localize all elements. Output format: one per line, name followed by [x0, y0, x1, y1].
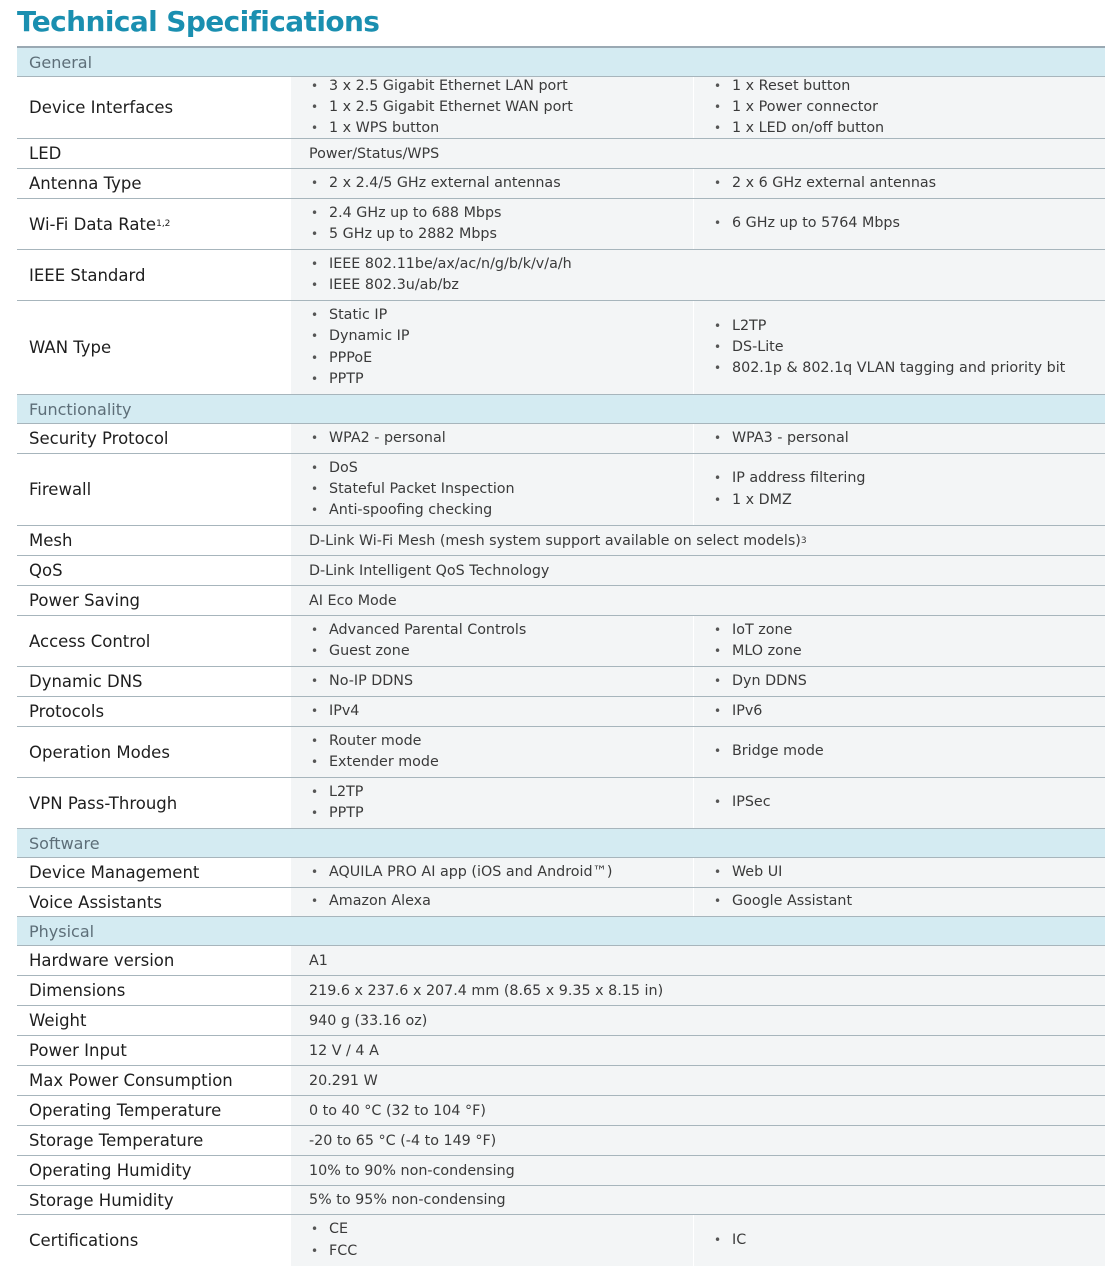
bullet-item: • Stateful Packet Inspection: [311, 479, 693, 500]
value-col-2: [694, 424, 1105, 453]
value-col-1: [291, 778, 694, 828]
row-label: Voice Assistants: [17, 888, 291, 916]
row-hardware-version: [17, 946, 1105, 976]
value-col-2: [694, 858, 1105, 887]
row-label: IEEE Standard: [17, 250, 291, 300]
bullet-item: • 2 x 2.4/5 GHz external antennas: [311, 173, 693, 194]
bullet-item: • DS-Lite: [714, 337, 1105, 358]
row-value: Power/Status/WPS: [291, 139, 1105, 168]
bullet-item: • 3 x 2.5 Gigabit Ethernet LAN port: [311, 76, 693, 97]
bullet-item: • Advanced Parental Controls: [311, 620, 693, 641]
bullet-item: • 1 x LED on/off button: [714, 118, 1105, 139]
row-power-input: [17, 1036, 1105, 1066]
row-dynamic-dns: [17, 667, 1105, 697]
row-label: Protocols: [17, 697, 291, 726]
row-label: Mesh: [17, 526, 291, 555]
row-label: Dynamic DNS: [17, 667, 291, 696]
row-device-management: [17, 858, 1105, 888]
row-mesh: [17, 526, 1105, 556]
bullet-item: • IPv6: [714, 701, 1105, 722]
row-access-control: [17, 616, 1105, 667]
value-col-2: [694, 301, 1105, 394]
value-col-2: [694, 727, 1105, 777]
value-col-2: [694, 616, 1105, 666]
bullet-item: • Anti-spoofing checking: [311, 500, 693, 521]
row-vpn-pass-through: [17, 778, 1105, 829]
row-device-interfaces: [17, 77, 1105, 139]
bullet-item: • 6 GHz up to 5764 Mbps: [714, 213, 1105, 234]
value-col-2: [694, 169, 1105, 198]
row-label: Dimensions: [17, 976, 291, 1005]
value-col-1: [291, 454, 694, 525]
row-value: 5% to 95% non-condensing: [291, 1186, 1105, 1214]
bullet-item: • Bridge mode: [714, 741, 1105, 762]
value-col-2: [694, 454, 1105, 525]
row-firewall: [17, 454, 1105, 526]
bullet-item: • WPA2 - personal: [311, 428, 693, 449]
value-col-1: [291, 424, 694, 453]
row-security-protocol: [17, 424, 1105, 454]
row-label: Operation Modes: [17, 727, 291, 777]
row-label: Antenna Type: [17, 169, 291, 198]
row-operating-temperature: [17, 1096, 1105, 1126]
bullet-item: • IoT zone: [714, 620, 1105, 641]
row-max-power-consumption: [17, 1066, 1105, 1096]
value-col-1: [291, 301, 694, 394]
row-label: QoS: [17, 556, 291, 585]
bullet-item: • IPSec: [714, 792, 1105, 813]
bullet-item: • Dyn DDNS: [714, 671, 1105, 692]
row-protocols: [17, 697, 1105, 727]
value-col-2: [694, 778, 1105, 828]
value-col-2: [694, 77, 1105, 138]
row-label: Hardware version: [17, 946, 291, 975]
row-label: LED: [17, 139, 291, 168]
bullet-item: • Google Assistant: [714, 891, 1105, 912]
bullet-item: • Web UI: [714, 862, 1105, 883]
value-col-1: [291, 77, 694, 138]
row-dimensions: [17, 976, 1105, 1006]
bullet-item: • 1 x Reset button: [714, 76, 1105, 97]
value-col-1: [291, 199, 694, 249]
row-value: -20 to 65 °C (-4 to 149 °F): [291, 1126, 1105, 1155]
row-label: VPN Pass-Through: [17, 778, 291, 828]
value-col-1: [291, 727, 694, 777]
bullet-item: • 1 x Power connector: [714, 97, 1105, 118]
value-col-2: [694, 667, 1105, 696]
bullet-item: • 802.1p & 802.1q VLAN tagging and priority bit: [714, 358, 1105, 379]
bullet-item: • Dynamic IP: [311, 326, 693, 347]
value-col-1: [291, 858, 694, 887]
bullet-item: • IP address filtering: [714, 468, 1105, 489]
bullet-item: • 1 x WPS button: [311, 118, 693, 139]
row-antenna-type: [17, 169, 1105, 199]
value-col-2: [694, 888, 1105, 916]
row-label: Device Interfaces: [17, 77, 291, 138]
row-label: Operating Temperature: [17, 1096, 291, 1125]
value-col-1: [291, 250, 572, 300]
bullet-item: • Amazon Alexa: [311, 891, 693, 912]
page-title: Technical Specifications: [17, 5, 380, 38]
bullet-item: • IPv4: [311, 701, 693, 722]
bullet-item: • 1 x 2.5 Gigabit Ethernet WAN port: [311, 97, 693, 118]
section-physical: Physical: [17, 917, 1105, 946]
value-col-1: [291, 616, 694, 666]
row-wan-type: [17, 301, 1105, 395]
bullet-item: • PPPoE: [311, 348, 693, 369]
row-value: 12 V / 4 A: [291, 1036, 1105, 1065]
bullet-item: • L2TP: [714, 316, 1105, 337]
row-power-saving: [17, 586, 1105, 616]
row-label: Device Management: [17, 858, 291, 887]
value-col-1: [291, 697, 694, 726]
row-label: Wi-Fi Data Rate 1,2: [17, 199, 291, 249]
bullet-item: • 5 GHz up to 2882 Mbps: [311, 224, 693, 245]
value-col-2: [694, 199, 1105, 249]
row-label: WAN Type: [17, 301, 291, 394]
row-operating-humidity: [17, 1156, 1105, 1186]
row-value: 940 g (33.16 oz): [291, 1006, 1105, 1035]
bullet-item: • IC: [714, 1230, 1105, 1251]
row-led: [17, 139, 1105, 169]
bullet-item: • DoS: [311, 458, 693, 479]
row-ieee-standard: [17, 250, 1105, 301]
row-label: Security Protocol: [17, 424, 291, 453]
row-label: Storage Humidity: [17, 1186, 291, 1214]
value-col-1: [291, 888, 694, 916]
row-value: 219.6 x 237.6 x 207.4 mm (8.65 x 9.35 x 8.15 in): [291, 976, 1105, 1005]
bullet-item: • WPA3 - personal: [714, 428, 1105, 449]
bullet-item: • CE: [311, 1219, 693, 1240]
row-label: Power Saving: [17, 586, 291, 615]
row-value: D-Link Intelligent QoS Technology: [291, 556, 1105, 585]
row-storage-temperature: [17, 1126, 1105, 1156]
row-certifications: [17, 1215, 1105, 1266]
row-value: 0 to 40 °C (32 to 104 °F): [291, 1096, 1105, 1125]
value-col-1: [291, 667, 694, 696]
row-label: Weight: [17, 1006, 291, 1035]
bullet-item: • PPTP: [311, 369, 693, 390]
row-wifi-data-rate: [17, 199, 1105, 250]
value-col-1: [291, 1215, 694, 1266]
section-functionality: Functionality: [17, 395, 1105, 424]
row-label: Access Control: [17, 616, 291, 666]
value-col-2: [694, 697, 1105, 726]
bullet-item: • AQUILA PRO AI app (iOS and Android™): [311, 862, 693, 883]
row-voice-assistants: [17, 888, 1105, 917]
row-qos: [17, 556, 1105, 586]
row-value: 20.291 W: [291, 1066, 1105, 1095]
value-col-2: [694, 1215, 1105, 1266]
bullet-item: • Extender mode: [311, 752, 693, 773]
bullet-item: • IEEE 802.3u/ab/bz: [311, 275, 572, 296]
bullet-item: • Static IP: [311, 305, 693, 326]
row-operation-modes: [17, 727, 1105, 778]
row-label: Firewall: [17, 454, 291, 525]
bullet-item: • MLO zone: [714, 641, 1105, 662]
bullet-item: • Router mode: [311, 731, 693, 752]
bullet-item: • IEEE 802.11be/ax/ac/n/g/b/k/v/a/h: [311, 254, 572, 275]
section-general: General: [17, 48, 1105, 77]
bullet-item: • L2TP: [311, 782, 693, 803]
bullet-item: • FCC: [311, 1241, 693, 1262]
row-storage-humidity: [17, 1186, 1105, 1215]
bullet-item: • 1 x DMZ: [714, 490, 1105, 511]
value-col-1: [291, 169, 694, 198]
bullet-item: • 2 x 6 GHz external antennas: [714, 173, 1105, 194]
row-value: A1: [291, 946, 1105, 975]
row-label: Max Power Consumption: [17, 1066, 291, 1095]
spec-table: [17, 48, 1105, 1266]
row-label: Certifications: [17, 1215, 291, 1266]
row-weight: [17, 1006, 1105, 1036]
row-value: D-Link Wi-Fi Mesh (mesh system support available on select models) 3: [291, 526, 1105, 555]
row-label: Power Input: [17, 1036, 291, 1065]
section-software: Software: [17, 829, 1105, 858]
row-value: AI Eco Mode: [291, 586, 1105, 615]
bullet-item: • 2.4 GHz up to 688 Mbps: [311, 203, 693, 224]
row-label: Storage Temperature: [17, 1126, 291, 1155]
row-value: 10% to 90% non-condensing: [291, 1156, 1105, 1185]
bullet-item: • No-IP DDNS: [311, 671, 693, 692]
bullet-item: • Guest zone: [311, 641, 693, 662]
bullet-item: • PPTP: [311, 803, 693, 824]
row-label: Operating Humidity: [17, 1156, 291, 1185]
